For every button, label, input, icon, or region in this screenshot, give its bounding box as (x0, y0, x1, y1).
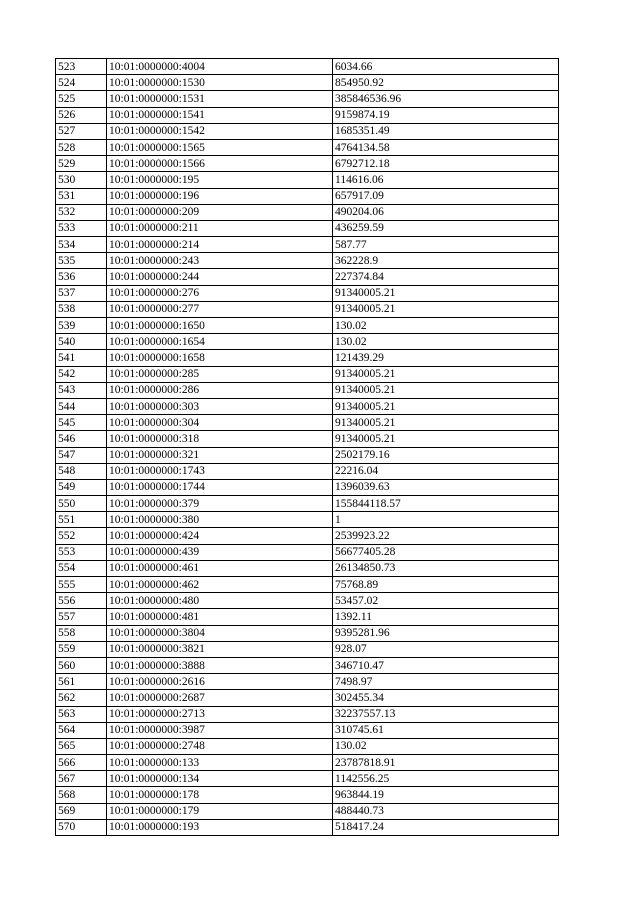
table-row (56, 285, 559, 301)
row-number-cell: 559 (56, 641, 107, 657)
value-cell: 75768.89 (333, 577, 559, 593)
row-number-cell: 529 (56, 156, 107, 172)
value-cell: 91340005.21 (333, 285, 559, 301)
table-row (56, 301, 559, 317)
value-cell: 657917.09 (333, 188, 559, 204)
table-row (56, 771, 559, 787)
value-cell: 26134850.73 (333, 560, 559, 576)
table-row (56, 560, 559, 576)
cadastral-number-cell: 10:01:0000000:193 (107, 819, 333, 835)
value-cell: 22216.04 (333, 463, 559, 479)
cadastral-number-cell: 10:01:0000000:285 (107, 366, 333, 382)
data-table (55, 58, 559, 836)
table-row (56, 496, 559, 512)
value-cell: 114616.06 (333, 172, 559, 188)
value-cell: 91340005.21 (333, 366, 559, 382)
table-row (56, 431, 559, 447)
cadastral-number-cell: 10:01:0000000:424 (107, 528, 333, 544)
cadastral-number-cell: 10:01:0000000:244 (107, 269, 333, 285)
row-number-cell: 526 (56, 107, 107, 123)
cadastral-number-cell: 10:01:0000000:195 (107, 172, 333, 188)
cadastral-number-cell: 10:01:0000000:134 (107, 771, 333, 787)
cadastral-number-cell: 10:01:0000000:277 (107, 301, 333, 317)
value-cell: 130.02 (333, 334, 559, 350)
value-cell: 362228.9 (333, 253, 559, 269)
row-number-cell: 561 (56, 674, 107, 690)
value-cell: 963844.19 (333, 787, 559, 803)
cadastral-number-cell: 10:01:0000000:303 (107, 398, 333, 414)
table-row (56, 366, 559, 382)
table-row (56, 787, 559, 803)
cadastral-number-cell: 10:01:0000000:1565 (107, 139, 333, 155)
cadastral-number-cell: 10:01:0000000:321 (107, 447, 333, 463)
value-cell: 4764134.58 (333, 139, 559, 155)
row-number-cell: 566 (56, 755, 107, 771)
cadastral-number-cell: 10:01:0000000:3804 (107, 625, 333, 641)
cadastral-number-cell: 10:01:0000000:439 (107, 544, 333, 560)
cadastral-number-cell: 10:01:0000000:462 (107, 577, 333, 593)
value-cell: 385846536.96 (333, 91, 559, 107)
cadastral-number-cell: 10:01:0000000:461 (107, 560, 333, 576)
table-row (56, 220, 559, 236)
row-number-cell: 562 (56, 690, 107, 706)
value-cell: 490204.06 (333, 204, 559, 220)
value-cell: 928.07 (333, 641, 559, 657)
cadastral-number-cell: 10:01:0000000:1743 (107, 463, 333, 479)
table-row (56, 674, 559, 690)
cadastral-number-cell: 10:01:0000000:2748 (107, 738, 333, 754)
value-cell: 1142556.25 (333, 771, 559, 787)
row-number-cell: 542 (56, 366, 107, 382)
row-number-cell: 532 (56, 204, 107, 220)
table-row (56, 609, 559, 625)
cadastral-number-cell: 10:01:0000000:276 (107, 285, 333, 301)
table-row (56, 625, 559, 641)
row-number-cell: 543 (56, 382, 107, 398)
cadastral-number-cell: 10:01:0000000:318 (107, 431, 333, 447)
row-number-cell: 564 (56, 722, 107, 738)
table-row (56, 722, 559, 738)
value-cell: 2502179.16 (333, 447, 559, 463)
row-number-cell: 536 (56, 269, 107, 285)
row-number-cell: 528 (56, 139, 107, 155)
value-cell: 1392.11 (333, 609, 559, 625)
table-row (56, 91, 559, 107)
value-cell: 23787818.91 (333, 755, 559, 771)
value-cell: 6034.66 (333, 59, 559, 75)
row-number-cell: 557 (56, 609, 107, 625)
row-number-cell: 538 (56, 301, 107, 317)
row-number-cell: 545 (56, 415, 107, 431)
table-row (56, 544, 559, 560)
row-number-cell: 558 (56, 625, 107, 641)
cadastral-number-cell: 10:01:0000000:243 (107, 253, 333, 269)
table-row (56, 738, 559, 754)
table-row (56, 447, 559, 463)
table-row (56, 382, 559, 398)
row-number-cell: 549 (56, 479, 107, 495)
cadastral-number-cell: 10:01:0000000:481 (107, 609, 333, 625)
row-number-cell: 523 (56, 59, 107, 75)
value-cell: 587.77 (333, 237, 559, 253)
row-number-cell: 553 (56, 544, 107, 560)
table-row (56, 172, 559, 188)
table-row (56, 188, 559, 204)
table-row (56, 577, 559, 593)
table-row (56, 479, 559, 495)
cadastral-number-cell: 10:01:0000000:3987 (107, 722, 333, 738)
value-cell: 56677405.28 (333, 544, 559, 560)
row-number-cell: 563 (56, 706, 107, 722)
cadastral-number-cell: 10:01:0000000:380 (107, 512, 333, 528)
value-cell: 1 (333, 512, 559, 528)
table-row (56, 415, 559, 431)
row-number-cell: 540 (56, 334, 107, 350)
row-number-cell: 547 (56, 447, 107, 463)
table-row (56, 706, 559, 722)
value-cell: 302455.34 (333, 690, 559, 706)
row-number-cell: 560 (56, 657, 107, 673)
cadastral-number-cell: 10:01:0000000:1541 (107, 107, 333, 123)
value-cell: 9159874.19 (333, 107, 559, 123)
row-number-cell: 537 (56, 285, 107, 301)
row-number-cell: 524 (56, 75, 107, 91)
value-cell: 436259.59 (333, 220, 559, 236)
value-cell: 91340005.21 (333, 382, 559, 398)
row-number-cell: 548 (56, 463, 107, 479)
row-number-cell: 541 (56, 350, 107, 366)
cadastral-number-cell: 10:01:0000000:1531 (107, 91, 333, 107)
row-number-cell: 569 (56, 803, 107, 819)
cadastral-number-cell: 10:01:0000000:3888 (107, 657, 333, 673)
row-number-cell: 552 (56, 528, 107, 544)
value-cell: 130.02 (333, 318, 559, 334)
value-cell: 91340005.21 (333, 398, 559, 414)
row-number-cell: 570 (56, 819, 107, 835)
table-row (56, 123, 559, 139)
cadastral-number-cell: 10:01:0000000:286 (107, 382, 333, 398)
row-number-cell: 539 (56, 318, 107, 334)
value-cell: 488440.73 (333, 803, 559, 819)
table-row (56, 755, 559, 771)
value-cell: 854950.92 (333, 75, 559, 91)
cadastral-number-cell: 10:01:0000000:379 (107, 496, 333, 512)
cadastral-number-cell: 10:01:0000000:211 (107, 220, 333, 236)
row-number-cell: 551 (56, 512, 107, 528)
value-cell: 91340005.21 (333, 301, 559, 317)
table-row (56, 398, 559, 414)
row-number-cell: 554 (56, 560, 107, 576)
table-row (56, 59, 559, 75)
table-row (56, 237, 559, 253)
table-row (56, 803, 559, 819)
value-cell: 155844118.57 (333, 496, 559, 512)
row-number-cell: 546 (56, 431, 107, 447)
row-number-cell: 555 (56, 577, 107, 593)
cadastral-number-cell: 10:01:0000000:209 (107, 204, 333, 220)
value-cell: 7498.97 (333, 674, 559, 690)
cadastral-number-cell: 10:01:0000000:1566 (107, 156, 333, 172)
value-cell: 1685351.49 (333, 123, 559, 139)
row-number-cell: 544 (56, 398, 107, 414)
row-number-cell: 565 (56, 738, 107, 754)
cadastral-number-cell: 10:01:0000000:179 (107, 803, 333, 819)
cadastral-number-cell: 10:01:0000000:1654 (107, 334, 333, 350)
cadastral-number-cell: 10:01:0000000:178 (107, 787, 333, 803)
row-number-cell: 534 (56, 237, 107, 253)
value-cell: 1396039.63 (333, 479, 559, 495)
table-row (56, 318, 559, 334)
value-cell: 310745.61 (333, 722, 559, 738)
value-cell: 130.02 (333, 738, 559, 754)
cadastral-number-cell: 10:01:0000000:196 (107, 188, 333, 204)
row-number-cell: 535 (56, 253, 107, 269)
cadastral-number-cell: 10:01:0000000:3821 (107, 641, 333, 657)
cadastral-number-cell: 10:01:0000000:304 (107, 415, 333, 431)
table-row (56, 463, 559, 479)
table-row (56, 107, 559, 123)
table-row (56, 334, 559, 350)
row-number-cell: 568 (56, 787, 107, 803)
cadastral-number-cell: 10:01:0000000:1542 (107, 123, 333, 139)
table-row (56, 690, 559, 706)
cadastral-number-cell: 10:01:0000000:1744 (107, 479, 333, 495)
cadastral-number-cell: 10:01:0000000:1650 (107, 318, 333, 334)
row-number-cell: 527 (56, 123, 107, 139)
row-number-cell: 567 (56, 771, 107, 787)
table-row (56, 593, 559, 609)
cadastral-number-cell: 10:01:0000000:1530 (107, 75, 333, 91)
value-cell: 518417.24 (333, 819, 559, 835)
value-cell: 2539923.22 (333, 528, 559, 544)
table-row (56, 75, 559, 91)
cadastral-number-cell: 10:01:0000000:214 (107, 237, 333, 253)
table-row (56, 253, 559, 269)
table-row (56, 139, 559, 155)
value-cell: 32237557.13 (333, 706, 559, 722)
row-number-cell: 550 (56, 496, 107, 512)
row-number-cell: 531 (56, 188, 107, 204)
value-cell: 227374.84 (333, 269, 559, 285)
value-cell: 53457.02 (333, 593, 559, 609)
cadastral-number-cell: 10:01:0000000:480 (107, 593, 333, 609)
value-cell: 346710.47 (333, 657, 559, 673)
table-row (56, 269, 559, 285)
table-row (56, 512, 559, 528)
cadastral-number-cell: 10:01:0000000:2713 (107, 706, 333, 722)
value-cell: 91340005.21 (333, 431, 559, 447)
table-row (56, 528, 559, 544)
row-number-cell: 530 (56, 172, 107, 188)
value-cell: 91340005.21 (333, 415, 559, 431)
value-cell: 9395281.96 (333, 625, 559, 641)
cadastral-number-cell: 10:01:0000000:133 (107, 755, 333, 771)
table-body (56, 59, 559, 836)
table-row (56, 641, 559, 657)
table-row (56, 156, 559, 172)
row-number-cell: 525 (56, 91, 107, 107)
table-row (56, 204, 559, 220)
value-cell: 6792712.18 (333, 156, 559, 172)
cadastral-number-cell: 10:01:0000000:1658 (107, 350, 333, 366)
cadastral-number-cell: 10:01:0000000:2616 (107, 674, 333, 690)
value-cell: 121439.29 (333, 350, 559, 366)
cadastral-number-cell: 10:01:0000000:4004 (107, 59, 333, 75)
table-row (56, 819, 559, 835)
table-row (56, 350, 559, 366)
cadastral-number-cell: 10:01:0000000:2687 (107, 690, 333, 706)
row-number-cell: 533 (56, 220, 107, 236)
table-row (56, 657, 559, 673)
row-number-cell: 556 (56, 593, 107, 609)
